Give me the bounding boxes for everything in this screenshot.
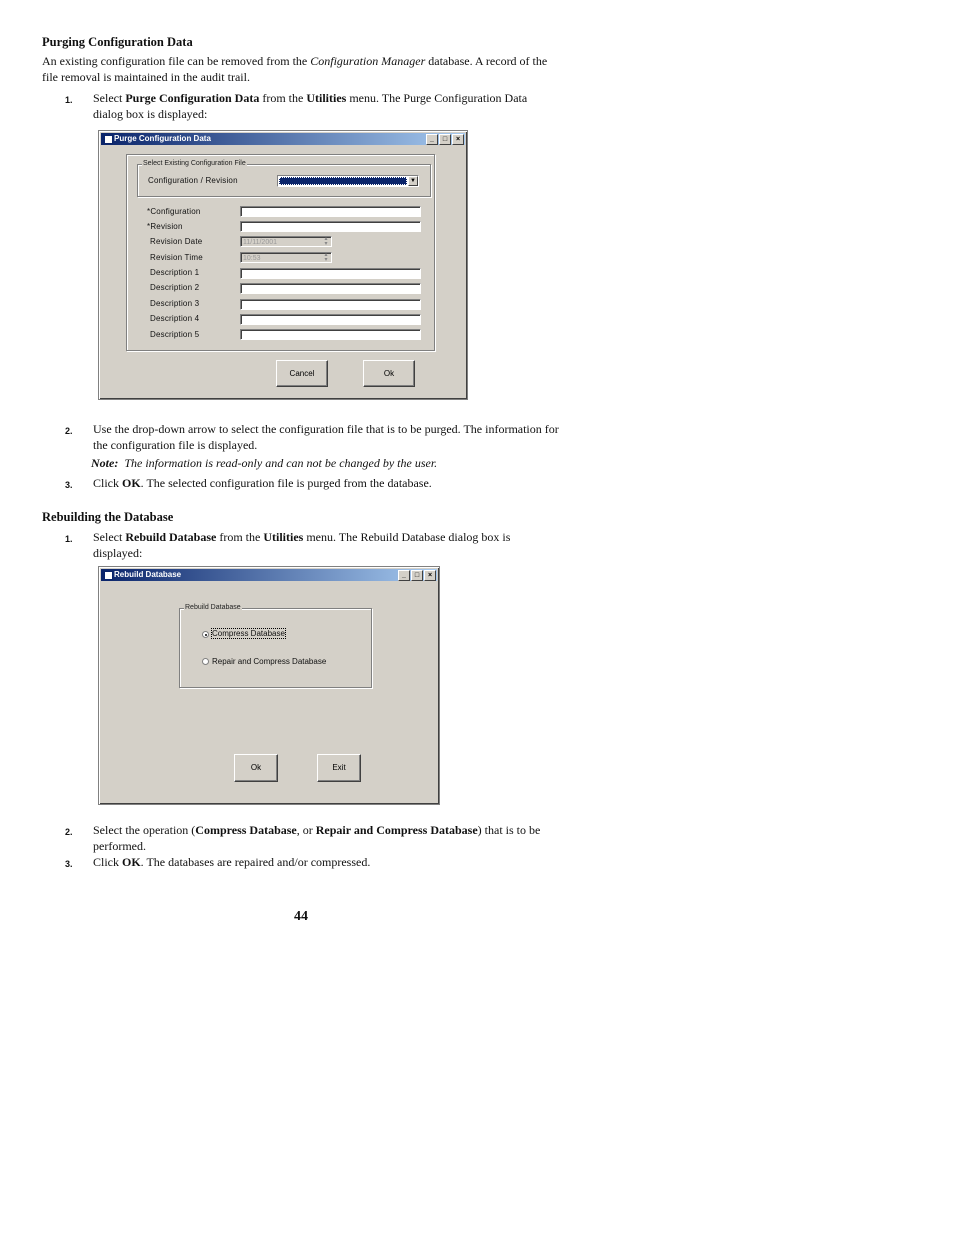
description-2-field[interactable] <box>240 283 421 294</box>
step-bold: Repair and Compress Database <box>315 823 478 837</box>
intro-text-line2: file removal is maintained in the audit trail. <box>42 70 250 84</box>
purge-configuration-dialog <box>98 130 468 400</box>
maximize-icon[interactable]: □ <box>411 570 423 581</box>
section-heading-purging: Purging Configuration Data <box>42 35 193 49</box>
step-number: 2. <box>65 426 73 436</box>
revision-field[interactable] <box>240 221 421 232</box>
step-bold: Utilities <box>306 91 347 105</box>
step-text: dialog box is displayed: <box>93 107 208 121</box>
step-text: from the <box>259 91 307 105</box>
step-bold: Purge Configuration Data <box>125 91 260 105</box>
configuration-field[interactable] <box>240 206 421 217</box>
rebuild-group <box>179 608 372 688</box>
step-text: menu. The Purge Configuration Data <box>346 91 528 105</box>
rebuild-group-label: Rebuild Database <box>185 604 241 611</box>
step-bold: OK <box>122 855 141 869</box>
step-text: Click <box>93 476 122 490</box>
configuration-revision-combo[interactable] <box>277 175 419 187</box>
spinner-icon: ▴ ▾ <box>324 252 328 263</box>
step-text: from the <box>216 530 264 544</box>
revision-date-label: Revision Date <box>150 237 203 246</box>
page-number: 44 <box>294 909 308 924</box>
revision-label: *Revision <box>147 222 183 231</box>
step-number: 1. <box>65 95 73 105</box>
intro-text-b: database. A record of the <box>425 54 548 68</box>
step1-text <box>93 90 563 122</box>
step-text: ) that is to be <box>477 823 541 837</box>
step2-text <box>93 421 573 453</box>
combo-selection <box>279 177 407 185</box>
step-text: Select <box>93 91 126 105</box>
step-number: 3. <box>65 859 73 869</box>
ok-button[interactable]: Ok <box>234 754 278 782</box>
note <box>91 456 437 471</box>
step-text: Use the drop-down arrow to select the configuration file that is to be purged. The information for <box>93 422 559 436</box>
step-text: displayed: <box>93 546 143 560</box>
step-text: menu. The Rebuild Database dialog box is <box>303 530 511 544</box>
step-bold: Utilities <box>263 530 304 544</box>
maximize-icon[interactable]: □ <box>439 134 451 145</box>
minimize-icon[interactable]: _ <box>426 134 438 145</box>
intro-emphasis: Configuration Manager <box>310 54 426 68</box>
rebuild-step2-text <box>93 822 573 854</box>
step-number: 1. <box>65 534 73 544</box>
repair-compress-radio[interactable] <box>202 658 209 665</box>
step-bold: OK <box>122 476 141 490</box>
step-bold: Rebuild Database <box>125 530 217 544</box>
intro-text-a: An existing configuration file can be removed from the <box>42 54 311 68</box>
exit-button[interactable]: Exit <box>317 754 361 782</box>
description-4-label: Description 4 <box>150 314 200 323</box>
spinner-icon: ▴ ▾ <box>324 236 328 247</box>
step-text: performed. <box>93 839 146 853</box>
description-4-field[interactable] <box>240 314 421 325</box>
app-icon <box>104 135 113 144</box>
rebuild-step1-text <box>93 529 563 561</box>
revision-time-value: 10:53 <box>243 255 261 262</box>
description-2-label: Description 2 <box>150 283 200 292</box>
close-icon[interactable]: × <box>424 570 436 581</box>
step-number: 3. <box>65 480 73 490</box>
configuration-label: *Configuration <box>147 207 201 216</box>
step-bold: Compress Database <box>195 823 297 837</box>
rebuild-database-dialog <box>98 566 440 805</box>
step-text: , or <box>296 823 316 837</box>
description-3-label: Description 3 <box>150 299 200 308</box>
step3-text <box>93 475 573 491</box>
dialog-title: Purge Configuration Data <box>114 134 211 143</box>
revision-time-label: Revision Time <box>150 253 203 262</box>
dialog-titlebar <box>101 569 437 581</box>
dialog-titlebar <box>101 133 465 145</box>
note-label: Note: <box>91 456 119 470</box>
step-text: Select <box>93 530 126 544</box>
compress-database-option[interactable]: Compress Database <box>212 629 285 638</box>
revision-date-field <box>240 236 332 247</box>
description-5-label: Description 5 <box>150 330 200 339</box>
rebuild-step3-text <box>93 854 573 870</box>
repair-compress-option[interactable]: Repair and Compress Database <box>212 657 327 666</box>
dialog-title: Rebuild Database <box>114 570 182 579</box>
step-number: 2. <box>65 827 73 837</box>
step-text: Click <box>93 855 122 869</box>
description-3-field[interactable] <box>240 299 421 310</box>
compress-radio[interactable] <box>202 631 209 638</box>
ok-button[interactable]: Ok <box>363 360 415 387</box>
description-1-label: Description 1 <box>150 268 200 277</box>
revision-date-value: 11/11/2001 <box>243 239 277 246</box>
step-text: . The databases are repaired and/or compressed. <box>140 855 371 869</box>
revision-time-field <box>240 252 332 263</box>
step-text: the configuration file is displayed. <box>93 438 258 452</box>
step-text: Select the operation ( <box>93 823 196 837</box>
chevron-down-icon[interactable]: ▼ <box>408 176 418 186</box>
section-heading-rebuilding: Rebuilding the Database <box>42 510 174 524</box>
select-file-group-label: Select Existing Configuration File <box>143 160 246 167</box>
intro-paragraph <box>42 53 562 85</box>
note-text: The information is read-only and can not be changed by the user. <box>124 456 438 470</box>
cancel-button[interactable]: Cancel <box>276 360 328 387</box>
app-icon <box>104 571 113 580</box>
close-icon[interactable]: × <box>452 134 464 145</box>
description-1-field[interactable] <box>240 268 421 279</box>
step-text: . The selected configuration file is purged from the database. <box>140 476 432 490</box>
description-5-field[interactable] <box>240 329 421 340</box>
minimize-icon[interactable]: _ <box>398 570 410 581</box>
combo-label: Configuration / Revision <box>148 176 238 185</box>
